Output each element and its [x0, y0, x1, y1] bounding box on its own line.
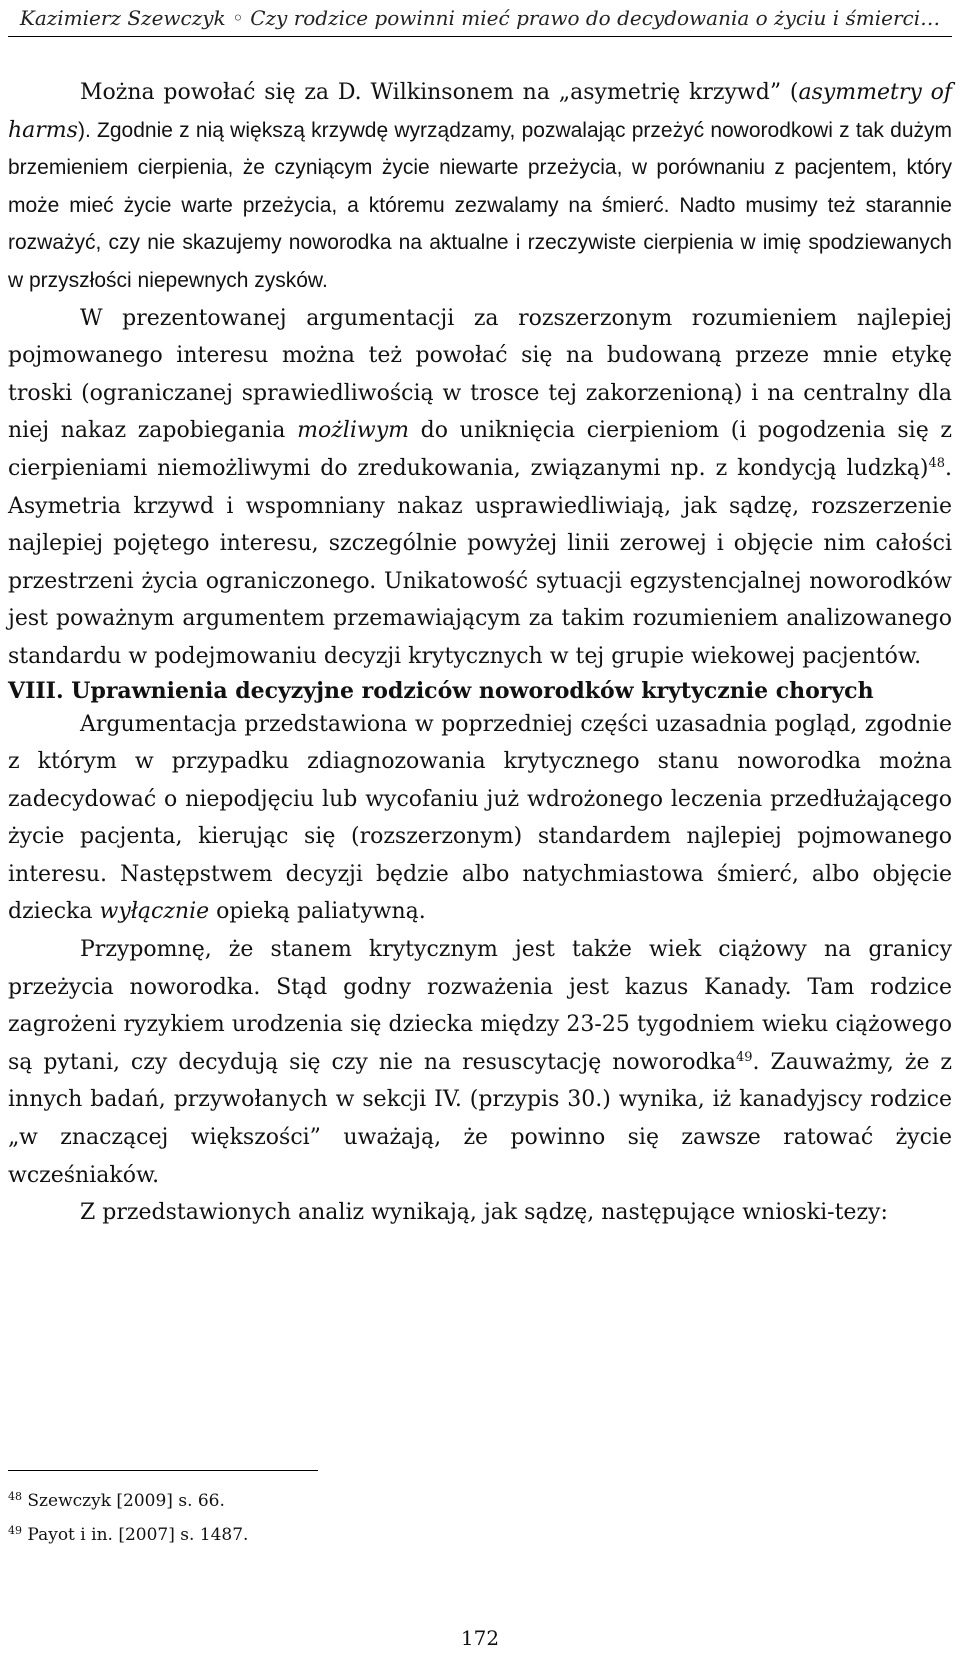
p4-text-b: . Zauważmy, że z innych badań, przywołanych w sekcji IV. (przypis 30.) wynika, iż kanadyjscy rodzice „w znaczącej większości” uważają, że powinno się zawsze ratować życie wcześniaków.: [8, 1049, 952, 1188]
footnote-number: 49: [8, 1524, 22, 1537]
p3-text-b: opieką paliatywną.: [209, 899, 426, 925]
footnote-48: [8, 1484, 952, 1518]
header-title: Czy rodzice powinni mieć prawo do decydowania o życiu i śmierci…: [250, 6, 941, 30]
paragraph-1: [8, 74, 952, 300]
paragraph-5: Z przedstawionych analiz wynikają, jak sądzę, następujące wnioski-tezy:: [80, 1200, 888, 1226]
footnotes: [8, 1484, 952, 1552]
p1-emphasis: asymmetry of harms: [8, 80, 952, 143]
p2-text-a: W prezentowanej argumentacji za rozszerzonym rozumieniem najlepiej pojmowanego interesu można też powołać się na budowaną przeze mnie etykę troski (ograniczanej sprawiedliwością w trosce tej zakorzenioną) i na centralny dla niej nakaz zapobiegania: [8, 305, 952, 444]
header-separator: ◦: [232, 6, 244, 30]
header-author: Kazimierz Szewczyk: [19, 6, 226, 30]
p3-emphasis: wyłącznie: [99, 899, 210, 925]
footnote-divider: [8, 1470, 318, 1471]
paragraph-4: [8, 931, 952, 1194]
footnote-49: [8, 1518, 952, 1552]
p1-text-a: Można powołać się za D. Wilkinsonem na „asymetrię krzywd” (: [80, 80, 799, 105]
p2-text-b: do uniknięcia cierpieniom (i pogodzenia się z cierpieniami niemożliwymi do zredukowania, związanymi np. z kondycją ludzką): [8, 418, 952, 481]
footnote-ref-49[interactable]: 49: [735, 1049, 753, 1065]
footnote-text: Szewczyk [2009] s. 66.: [27, 1491, 225, 1511]
page-number: 172: [460, 1626, 500, 1650]
section-heading: VIII. Uprawnienia decyzyjne rodziców noworodków krytycznie chorych: [8, 677, 874, 704]
p3-text-a: Argumentacja przedstawiona w poprzedniej części uzasadnia pogląd, zgodnie z którym w przypadku zdiagnozowania krytycznego stanu noworodka można zadecydować o niepodjęciu lub wycofaniu już wdrożonego leczenia przedłużającego życie pacjenta, kierując się (rozszerzonym) standardem najlepiej pojmowanego interesu. Następstwem decyzji będzie albo natychmiastowa śmierć, albo objęcie dziecka: [8, 711, 952, 925]
running-header: [8, 0, 952, 37]
footnote-ref-48[interactable]: 48: [928, 455, 945, 471]
p4-text-a: Przypomnę, że stanem krytycznym jest także wiek ciążowy na granicy przeżycia noworodka. Stąd godny rozważenia jest kazus Kanady. Tam rodzice zagrożeni ryzykiem urodzenia się dziecka między 23-25 tygodniem wieku ciążowego są pytani, czy decydują się czy nie na resuscytację noworodka: [8, 937, 952, 1075]
main-text: [8, 74, 952, 1232]
paragraph-3: [8, 706, 952, 932]
p2-text-c: . Asymetria krzywd i wspomniany nakaz usprawiedliwiają, jak sądzę, rozszerzenie najlepiej pojętego interesu, szczególnie powyżej linii zerowej i objęcie nim całości przestrzeni życia ograniczonego. Unikatowość sytuacji egzystencjalnej noworodków jest poważnym argumentem przemawiającym za takim rozumieniem analizowanego standardu w podejmowaniu decyzji krytycznych w tej grupie wiekowej pacjentów.: [8, 455, 952, 669]
p1-text-b: ). Zgodnie z nią większą krzywdę wyrządzamy, pozwalając przeżyć noworodkowi z tak dużym brzemieniem cierpienia, że czyniącym życie niewarte przeżycia, w porównaniu z pacjentem, który może mieć życie warte przeżycia, a któremu zezwalamy na śmierć. Nadto musimy też starannie rozważyć, czy nie skazujemy noworodka na aktualne i rzeczywiste cierpienia w imię spodziewanych w przyszłości niepewnych zysków.: [8, 118, 952, 292]
footnote-text: Payot i in. [2007] s. 1487.: [27, 1525, 249, 1545]
paragraph-2: [8, 300, 952, 676]
footnote-number: 48: [8, 1490, 22, 1503]
p2-emphasis: możliwym: [297, 418, 409, 444]
